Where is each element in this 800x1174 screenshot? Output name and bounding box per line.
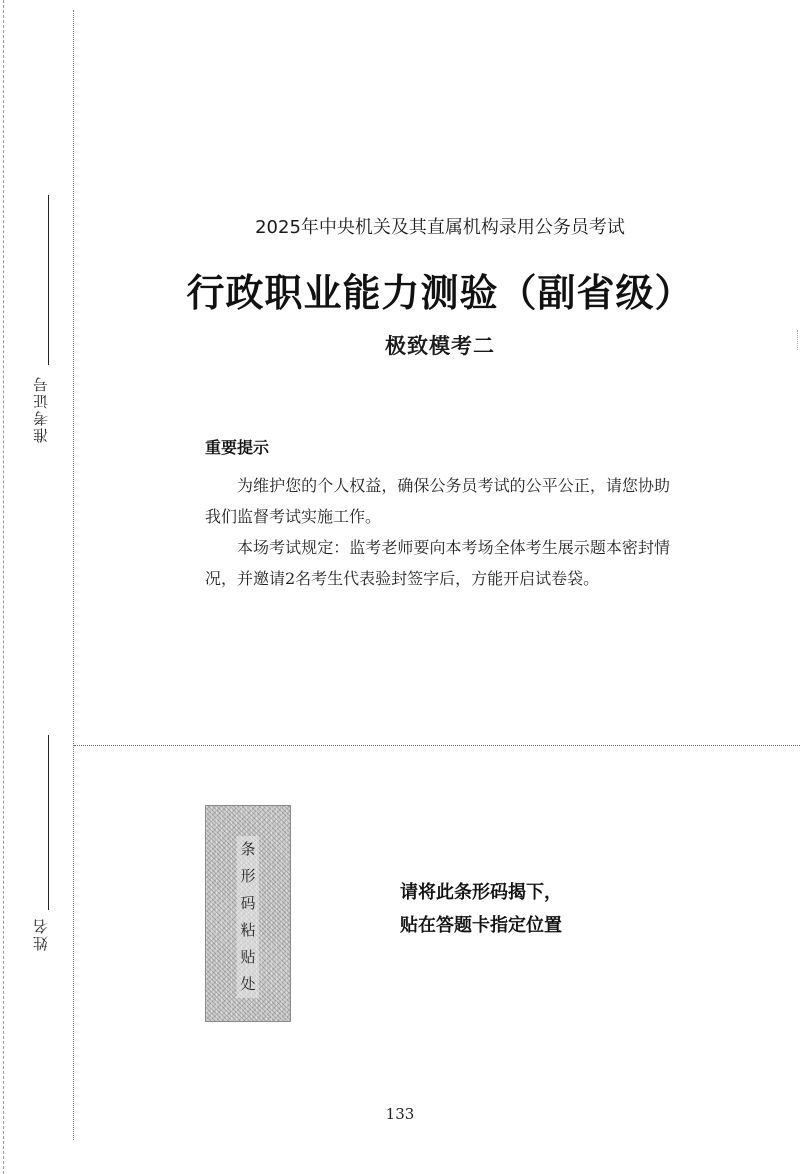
tear-off-line xyxy=(74,745,800,746)
exam-subtitle: 2025年中央机关及其直属机构录用公务员考试 xyxy=(255,217,625,238)
barcode-sticker[interactable] xyxy=(205,805,291,1022)
barcode-label-char: 形 xyxy=(237,863,259,890)
notice-heading: 重要提示 xyxy=(205,438,270,457)
barcode-label-char: 粘 xyxy=(237,917,259,944)
name-line xyxy=(48,735,49,910)
barcode-label-char: 处 xyxy=(237,971,259,998)
notice-paragraph-1: 为维护您的个人权益，确保公务员考试的公平公正，请您协助我们监督考试实施工作。 xyxy=(205,476,670,526)
paper-name: 极致模考二 xyxy=(385,334,495,358)
page-number: 133 xyxy=(385,1105,415,1123)
notice-body xyxy=(205,470,670,594)
barcode-label-char: 码 xyxy=(237,890,259,917)
barcode-label-char: 条 xyxy=(237,836,259,863)
barcode-label-char: 贴 xyxy=(237,944,259,971)
barcode-instruction-line1: 请将此条形码揭下， xyxy=(400,882,562,903)
name-field[interactable] xyxy=(30,735,58,965)
page-title: 行政职业能力测验（副省级） xyxy=(186,270,694,315)
barcode-instruction xyxy=(400,876,562,942)
admission-number-field[interactable] xyxy=(30,195,58,465)
binding-dotted-line xyxy=(73,10,74,1140)
name-label: 姓名 xyxy=(32,917,50,951)
barcode-label xyxy=(206,836,290,998)
notice-paragraph-2: 本场考试规定：监考老师要向本考场全体考生展示题本密封情况，并邀请2名考生代表验封签字后，方能开启试卷袋。 xyxy=(205,538,670,588)
admission-number-line xyxy=(48,195,49,365)
admission-number-label: 准考证号 xyxy=(32,375,50,443)
barcode-instruction-line2: 贴在答题卡指定位置 xyxy=(400,915,562,936)
left-edge-border xyxy=(3,0,4,1174)
